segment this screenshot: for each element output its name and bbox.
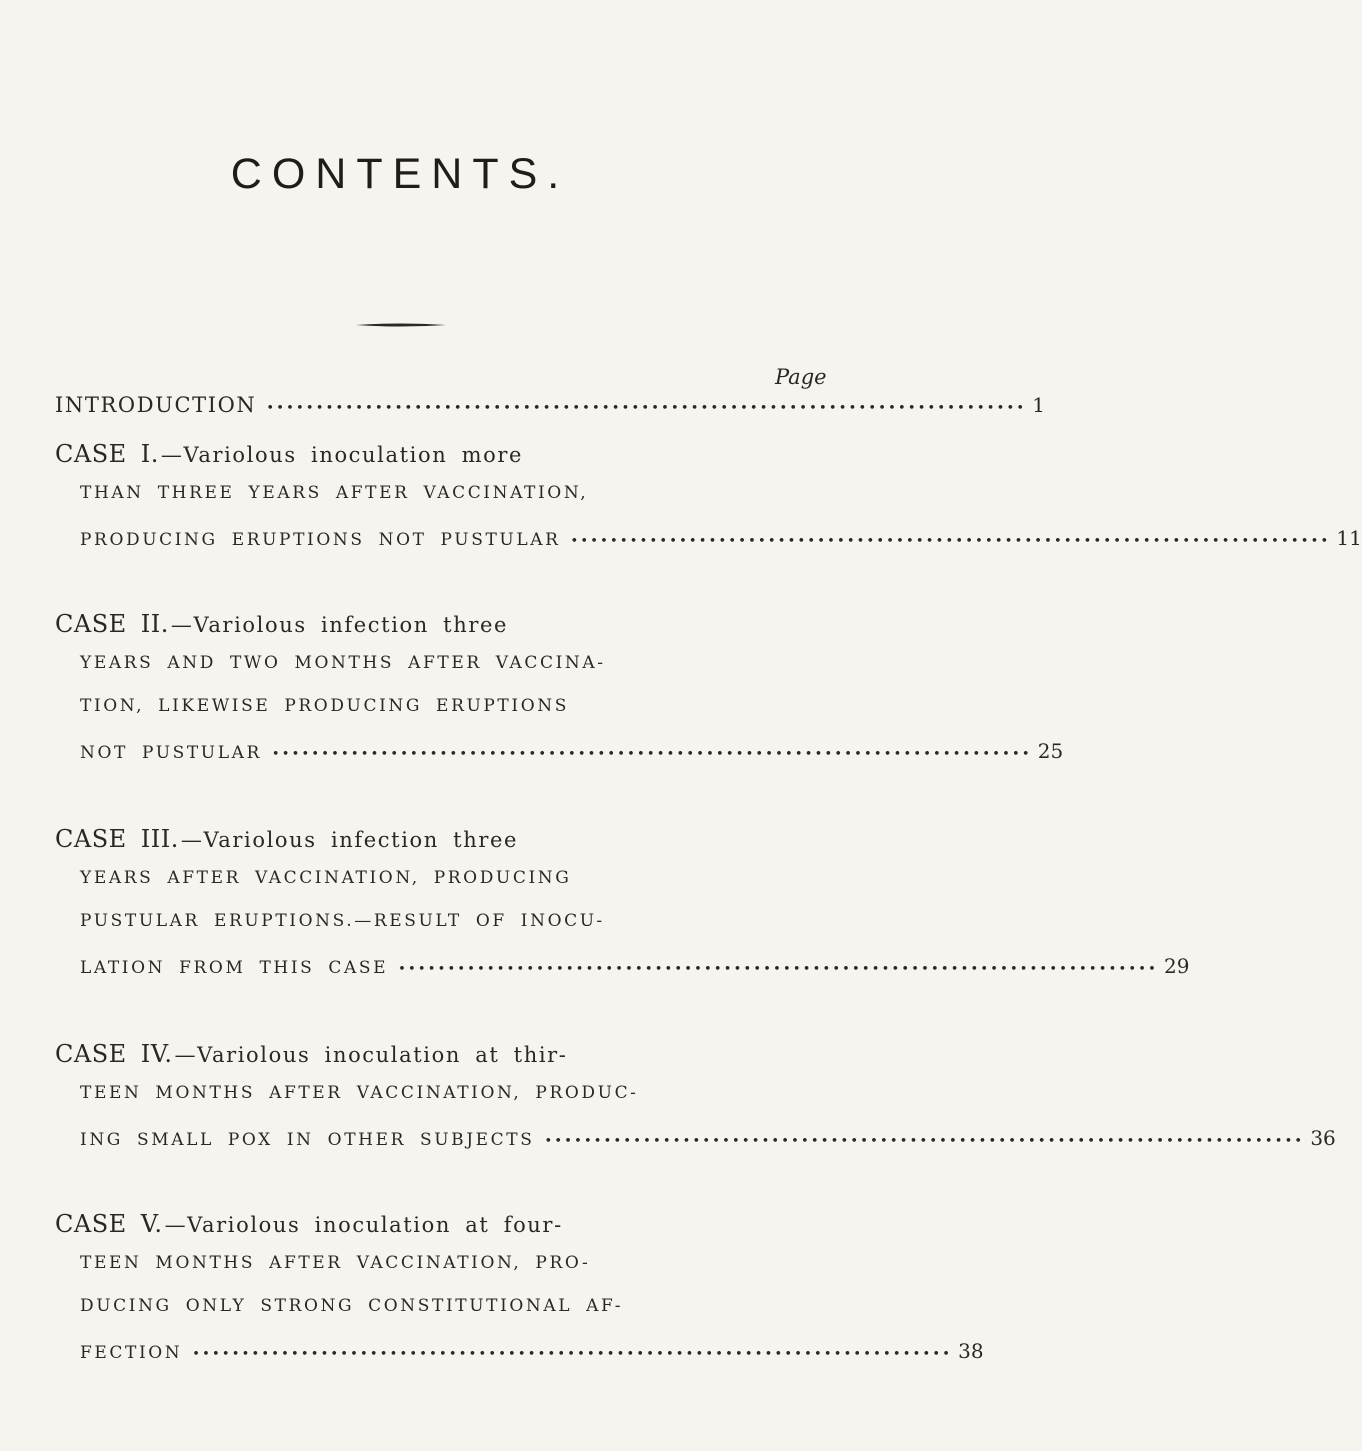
toc-entry-case-2[interactable] xyxy=(55,610,1064,782)
entry-line: NOT PUSTULAR xyxy=(80,743,262,763)
entry-line: DUCING ONLY STRONG CONSTITUTIONAL AF- xyxy=(80,1296,624,1316)
entry-line: TEEN MONTHS AFTER VACCINATION, PRO- xyxy=(80,1253,591,1273)
page-number: 38 xyxy=(958,1339,984,1363)
leader-dots xyxy=(272,747,1032,762)
entry-line: PUSTULAR ERUPTIONS.—RESULT OF INOCU- xyxy=(80,911,605,931)
case-heading: CASE I. xyxy=(55,440,159,468)
leader-dots xyxy=(571,534,1331,549)
leader-dots xyxy=(266,401,1026,416)
entry-line: ING SMALL POX IN OTHER SUBJECTS xyxy=(80,1130,535,1150)
entry-line: THAN THREE YEARS AFTER VACCINATION, xyxy=(80,483,589,503)
page-number: 25 xyxy=(1037,739,1064,763)
page-number: 11 xyxy=(1336,526,1362,550)
page-column-header: Page xyxy=(775,365,827,389)
page-number: 1 xyxy=(1032,393,1045,417)
page-title: CONTENTS. xyxy=(230,150,570,198)
entry-line: TION, LIKEWISE PRODUCING ERUPTIONS xyxy=(80,696,569,716)
entry-line: —Variolous inoculation at four- xyxy=(164,1213,563,1237)
entry-line: PRODUCING ERUPTIONS NOT PUSTULAR xyxy=(80,530,561,550)
case-heading: CASE III. xyxy=(55,825,179,853)
leader-dots xyxy=(544,1134,1304,1149)
case-heading: CASE V. xyxy=(55,1210,163,1238)
page-number: 36 xyxy=(1310,1126,1336,1150)
entry-line: —Variolous inoculation more xyxy=(160,443,524,467)
entry-line: —Variolous infection three xyxy=(180,828,519,852)
toc-entry-case-1[interactable] xyxy=(55,440,1362,569)
case-heading: CASE II. xyxy=(55,610,169,638)
case-heading: CASE IV. xyxy=(55,1040,173,1068)
leader-dots xyxy=(192,1347,952,1362)
entry-line: YEARS AFTER VACCINATION, PRODUCING xyxy=(80,868,572,888)
toc-entry-case-4[interactable] xyxy=(55,1040,1336,1169)
ornamental-rule xyxy=(356,323,446,327)
toc-entry-case-3[interactable] xyxy=(55,825,1190,997)
page-number: 29 xyxy=(1163,954,1190,978)
entry-line: LATION FROM THIS CASE xyxy=(80,958,389,978)
entry-line: —Variolous infection three xyxy=(170,613,509,637)
entry-title: INTRODUCTION xyxy=(55,393,257,417)
entry-line: TEEN MONTHS AFTER VACCINATION, PRODUC- xyxy=(80,1083,639,1103)
entry-line: FECTION xyxy=(80,1343,183,1363)
toc-entry-case-5[interactable] xyxy=(55,1210,984,1382)
toc-entry-introduction[interactable] xyxy=(55,393,1045,436)
entry-line: —Variolous inoculation at thir- xyxy=(174,1043,568,1067)
leader-dots xyxy=(398,962,1158,977)
entry-line: YEARS AND TWO MONTHS AFTER VACCINA- xyxy=(80,653,606,673)
